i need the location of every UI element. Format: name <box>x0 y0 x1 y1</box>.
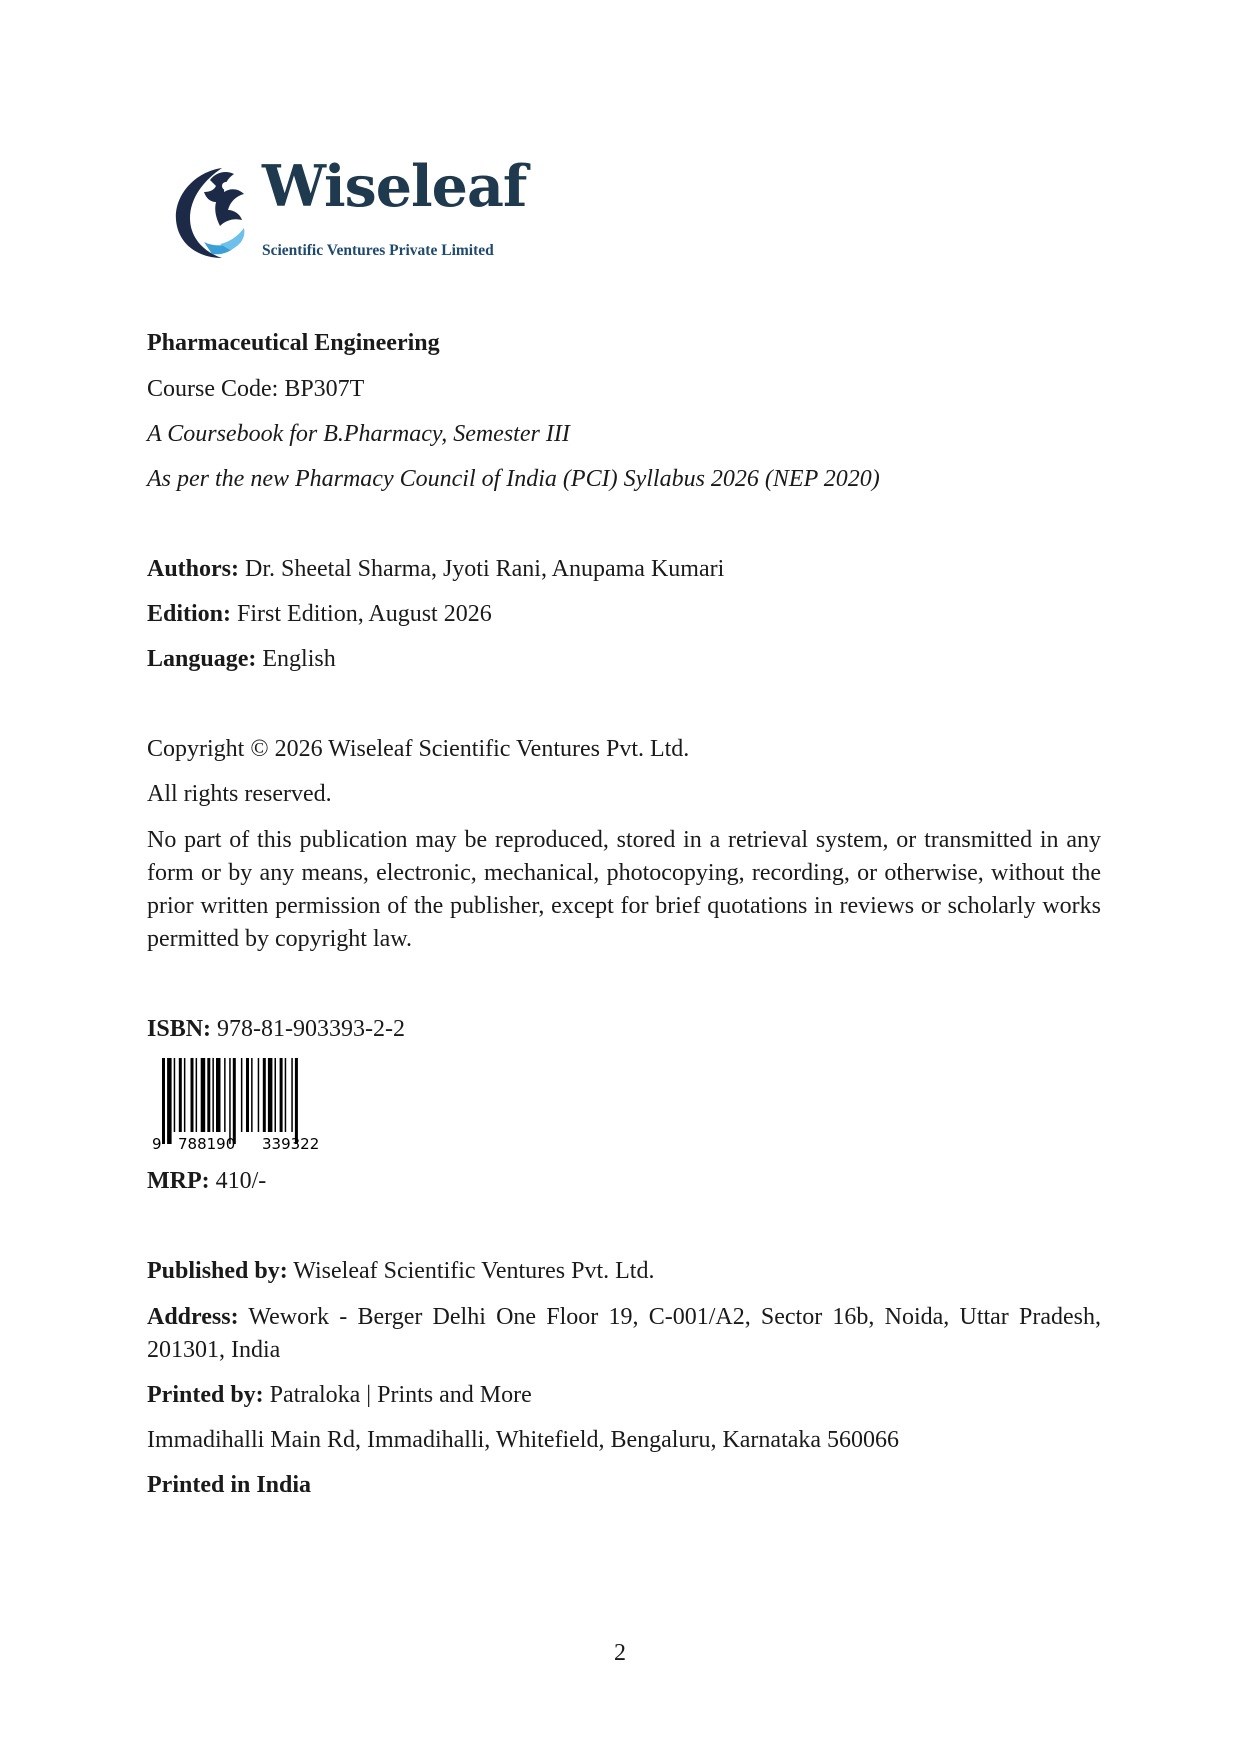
mrp-label: MRP: <box>147 1168 210 1194</box>
barcode-bar <box>263 1058 266 1132</box>
barcode-bar <box>196 1058 198 1132</box>
language-value: English <box>262 646 336 672</box>
barcode-bar <box>191 1058 194 1132</box>
barcode-bar <box>246 1058 249 1132</box>
printed-by-line <box>147 1380 532 1410</box>
published-by-line <box>147 1256 654 1286</box>
barcode-bar <box>275 1058 277 1132</box>
copyright-notice: Copyright © 2026 Wiseleaf Scientific Ventures Pvt. Ltd. <box>147 736 690 762</box>
barcode-bar <box>167 1058 172 1144</box>
barcode-bar <box>285 1058 287 1132</box>
mrp-line <box>147 1166 266 1196</box>
logo-wordmark: Wiseleaf <box>262 153 527 220</box>
address-label: Address: <box>147 1304 239 1330</box>
rights-reserved: All rights reserved. <box>147 781 332 807</box>
edition-value: First Edition, August 2026 <box>237 601 492 627</box>
published-by-value: Wiseleaf Scientific Ventures Pvt. Ltd. <box>293 1258 655 1284</box>
barcode-bar <box>174 1058 176 1132</box>
address-line <box>147 1301 1101 1367</box>
barcode-bar <box>162 1058 165 1144</box>
edition-line <box>147 599 492 629</box>
barcode-bar <box>224 1058 226 1132</box>
barcode-bar <box>201 1058 206 1132</box>
barcode-bar <box>241 1058 243 1132</box>
printed-by-label: Printed by: <box>147 1382 264 1408</box>
mrp-value: 410/- <box>215 1168 267 1194</box>
published-by-label: Published by: <box>147 1258 288 1284</box>
barcode-bar <box>280 1058 283 1132</box>
printed-in: Printed in India <box>147 1472 312 1498</box>
authors-label: Authors: <box>147 556 240 582</box>
address-value: Wework - Berger Delhi One Floor 19, C-001/A2, Sector 16b, Noida, Uttar Pradesh, 201301, India <box>147 1304 1101 1363</box>
barcode-left-digits: 788190 <box>178 1135 236 1152</box>
printed-by-value: Patraloka | Prints and More <box>269 1382 532 1408</box>
barcode-bar <box>291 1058 293 1132</box>
language-line <box>147 644 336 674</box>
barcode-bar <box>216 1058 221 1132</box>
phoenix-logo-icon <box>164 158 260 262</box>
isbn-barcode <box>150 1058 344 1152</box>
book-subtitle: A Coursebook for B.Pharmacy, Semester III <box>147 421 570 447</box>
barcode-bar <box>229 1058 231 1144</box>
edition-label: Edition: <box>147 601 232 627</box>
isbn-label: ISBN: <box>147 1016 212 1042</box>
barcode-bar <box>258 1058 260 1132</box>
book-title: Pharmaceutical Engineering <box>147 330 440 356</box>
page-number: 2 <box>614 1640 626 1666</box>
copyright-statement: No part of this publication may be reproduced, stored in a retrieval system, or transmitted in any form or by any means, electronic, mechanical, photocopying, recording, or otherwise, without the prior written permission of the publisher, except for brief quotations in reviews or scholarly works permitted by copyright law. <box>147 827 1101 952</box>
course-code: Course Code: BP307T <box>147 376 365 402</box>
isbn-value: 978-81-903393-2-2 <box>217 1016 405 1042</box>
barcode-bar <box>184 1058 186 1132</box>
barcode-bar <box>233 1058 236 1144</box>
authors-line <box>147 554 724 584</box>
printer-address: Immadihalli Main Rd, Immadihalli, Whitefield, Bengaluru, Karnataka 560066 <box>147 1427 900 1453</box>
barcode-bar <box>212 1058 214 1132</box>
barcode-right-digits: 339322 <box>262 1135 320 1152</box>
barcode-bar <box>251 1058 253 1132</box>
barcode-lead-digit: 9 <box>152 1135 162 1152</box>
syllabus-note: As per the new Pharmacy Council of India (PCI) Syllabus 2026 (NEP 2020) <box>147 466 880 492</box>
barcode-bar <box>295 1058 298 1144</box>
logo-tagline: Scientific Ventures Private Limited <box>262 242 494 259</box>
barcode-bar <box>179 1058 182 1132</box>
authors-value: Dr. Sheetal Sharma, Jyoti Rani, Anupama Kumari <box>245 556 725 582</box>
barcode-bar <box>207 1058 210 1132</box>
publisher-logo <box>164 153 527 262</box>
barcode-bar <box>268 1058 273 1132</box>
isbn-line <box>147 1014 405 1044</box>
language-label: Language: <box>147 646 257 672</box>
